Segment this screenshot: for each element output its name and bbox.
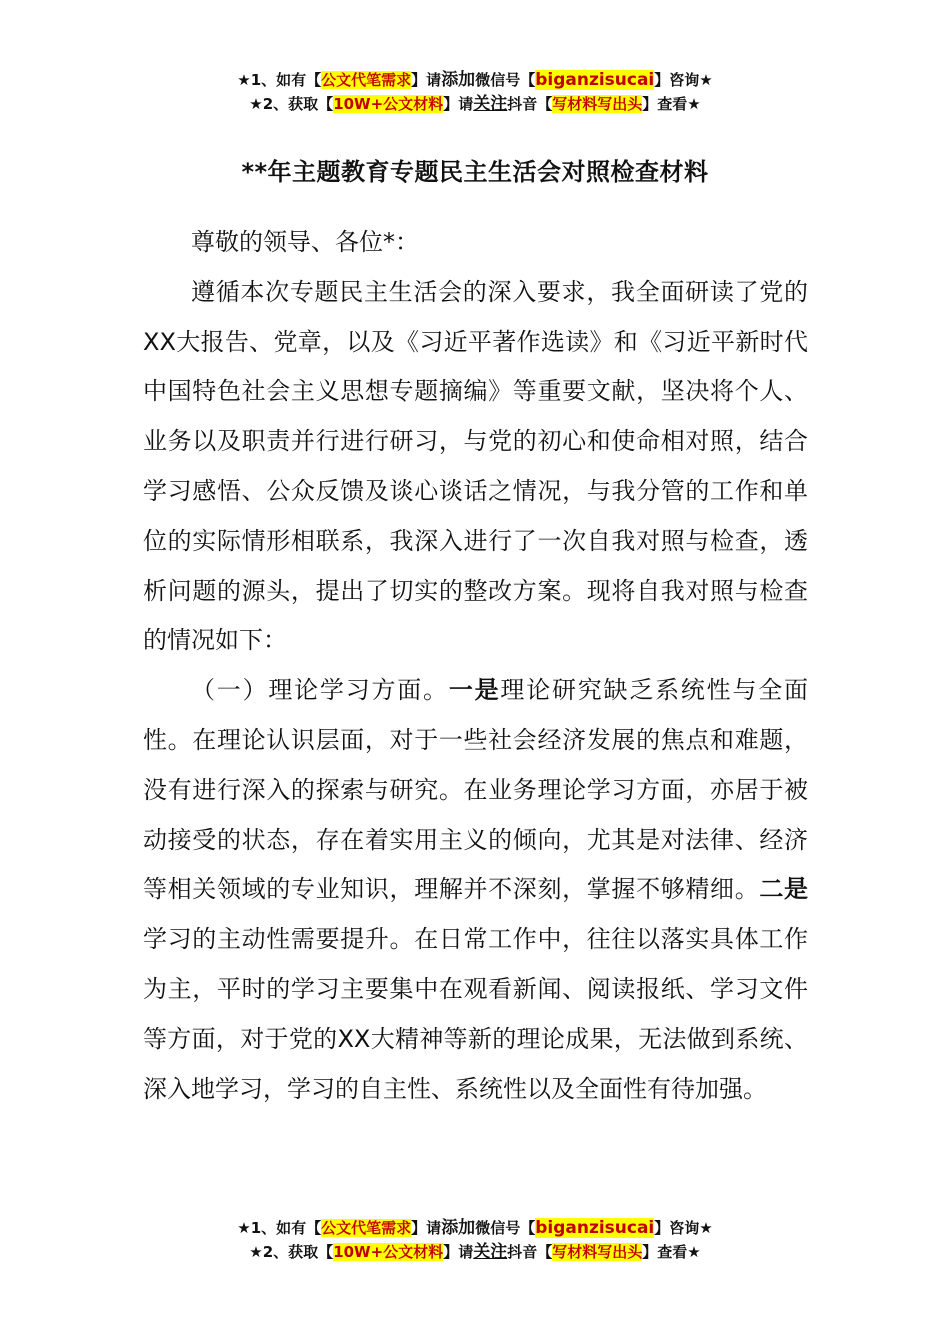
intro-paragraph: 遵循本次专题民主生活会的深入要求，我全面研读了党的XX大报告、党章，以及《习近平著作选读》和《习近平新时代中国特色社会主义思想专题摘编》等重要文献，坚决将个人、业务以及职责并行进行研习，与党的初心和使命相对照，结合学习感悟、公众反馈及谈心谈话之情况，与我分管的工作和单位的实际情形相联系，我深入进行了一次自我对照与检查，透析问题的源头，提出了切实的整改方案。现将自我对照与检查的情况如下： (143, 277, 808, 655)
promo-text: ★2、获取【 (249, 95, 334, 113)
promo-line-1 (0, 68, 950, 92)
promo-emphasis: 关注 (473, 1242, 508, 1262)
point-text: 理论研究缺乏系统性与全面性。在理论认识层面，对于一些社会经济发展的焦点和难题，没有进行深入的探索与研究。在业务理论学习方面，亦居于被动接受的状态，存在着实用主义的倾向，尤其是对法律、经济等相关领域的专业知识，理解并不深刻，掌握不够精细。 (143, 676, 809, 904)
promo-emphasis: 添加 (441, 70, 476, 90)
promo-text: 】查看★ (642, 1243, 701, 1261)
promo-text: 抖音【 (507, 95, 553, 113)
promo-highlight: 公文代笔需求 (321, 1219, 412, 1237)
promo-text: 】咨询★ (654, 1219, 713, 1237)
salutation: 尊敬的领导、各位*： (191, 228, 419, 256)
point-label: 一是 (448, 676, 501, 705)
promo-highlight: 写材料写出头 (552, 95, 643, 113)
promo-text: 】咨询★ (654, 71, 713, 89)
promo-text: ★1、如有【 (237, 1219, 322, 1237)
promo-line-2 (0, 1240, 950, 1264)
promo-highlight: 10W+公文材料 (333, 95, 444, 113)
promo-highlight: 公文代笔需求 (321, 71, 412, 89)
promo-line-2 (0, 92, 950, 116)
point-text: 学习的主动性需要提升。在日常工作中，往往以落实具体工作为主，平时的学习主要集中在观看新闻、阅读报纸、学习文件等方面，对于党的XX大精神等新的理论成果，无法做到系统、深入地学习，学习的自主性、系统性以及全面性有待加强。 (143, 925, 808, 1103)
promo-text: 】请 (411, 1219, 442, 1237)
promo-text: ★2、获取【 (249, 1243, 334, 1261)
promo-highlight: biganzisucai (535, 1218, 655, 1238)
promo-text: 】请 (443, 1243, 474, 1261)
promo-text: 微信号【 (475, 71, 536, 89)
promo-text: 】请 (443, 95, 474, 113)
promo-highlight: 10W+公文材料 (333, 1243, 444, 1261)
promo-emphasis: 关注 (473, 94, 508, 114)
promo-highlight: biganzisucai (535, 70, 655, 90)
promo-line-1 (0, 1216, 950, 1240)
promo-text: 】请 (411, 71, 442, 89)
promo-emphasis: 添加 (441, 1218, 476, 1238)
point-label: 二是 (759, 875, 809, 904)
promo-text: 】查看★ (642, 95, 701, 113)
promo-banner-top (0, 68, 950, 116)
section-theory-study (143, 666, 808, 1114)
document-title: **年主题教育专题民主生活会对照检查材料 (241, 158, 709, 186)
promo-highlight: 写材料写出头 (552, 1243, 643, 1261)
document-body (143, 218, 808, 1114)
section-heading: （一）理论学习方面。 (191, 676, 449, 705)
promo-text: 微信号【 (475, 1219, 536, 1237)
promo-text: ★1、如有【 (237, 71, 322, 89)
promo-banner-bottom (0, 1216, 950, 1264)
promo-text: 抖音【 (507, 1243, 553, 1261)
